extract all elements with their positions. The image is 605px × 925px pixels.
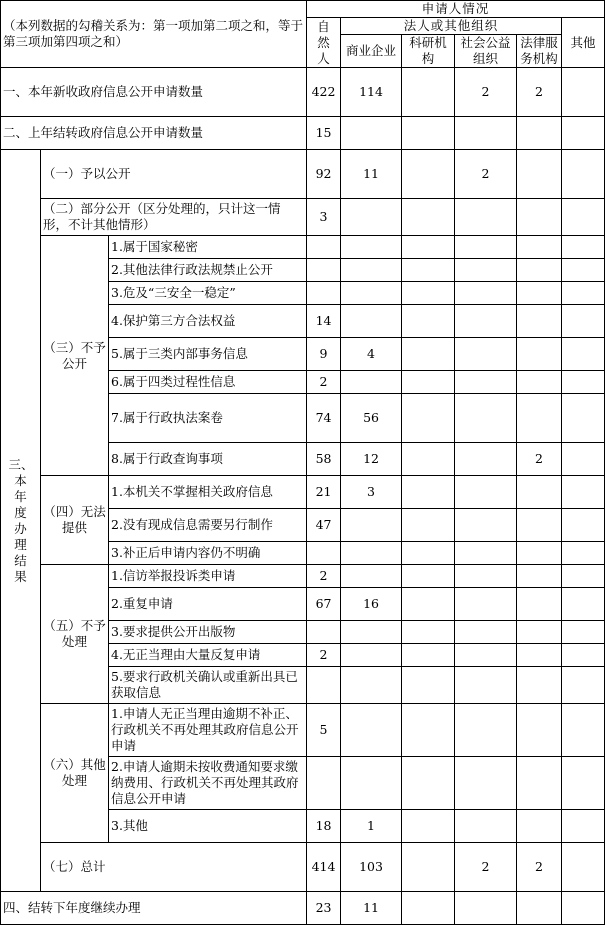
header-other: 其他 — [562, 18, 605, 68]
cell-other — [562, 509, 605, 542]
cell-legal-service-org — [517, 117, 562, 150]
cell-social-welfare-org — [455, 565, 517, 588]
cell-social-welfare-org — [455, 542, 517, 565]
cell-natural-person — [307, 236, 341, 259]
cell-commercial-enterprise — [341, 621, 402, 644]
cell-commercial-enterprise: 11 — [341, 150, 402, 199]
cell-other — [562, 305, 605, 338]
cell-other — [562, 810, 605, 843]
cell-research-institution — [402, 644, 455, 667]
cell-research-institution — [402, 843, 455, 892]
row-label: 2.其他法律行政法规禁止公开 — [109, 259, 307, 282]
cell-legal-service-org — [517, 305, 562, 338]
cell-social-welfare-org — [455, 199, 517, 236]
cell-commercial-enterprise — [341, 199, 402, 236]
cell-commercial-enterprise: 11 — [341, 892, 402, 925]
cell-legal-service-org: 2 — [517, 68, 562, 117]
row-label: 一、本年新收政府信息公开申请数量 — [1, 68, 307, 117]
cell-commercial-enterprise — [341, 644, 402, 667]
table-row — [1, 150, 605, 199]
cell-natural-person: 21 — [307, 476, 341, 509]
cell-other — [562, 588, 605, 621]
row-label: （一）予以公开 — [41, 150, 307, 199]
header-applicant-situation: 申请人情况 — [307, 1, 605, 18]
cell-commercial-enterprise: 114 — [341, 68, 402, 117]
row-label: 3.补正后申请内容仍不明确 — [109, 542, 307, 565]
cell-social-welfare-org — [455, 259, 517, 282]
header-natural-person — [307, 18, 341, 68]
cell-commercial-enterprise: 1 — [341, 810, 402, 843]
cell-legal-service-org — [517, 394, 562, 443]
cell-legal-service-org — [517, 588, 562, 621]
row-label: 7.属于行政执法案卷 — [109, 394, 307, 443]
section-label-annual-handling-result — [1, 150, 41, 892]
cell-research-institution — [402, 542, 455, 565]
cell-commercial-enterprise — [341, 704, 402, 757]
section-label-text: 三、本年度办理结果 — [8, 456, 34, 584]
row-label: 3.要求提供公开出版物 — [109, 621, 307, 644]
cell-natural-person: 3 — [307, 199, 341, 236]
cell-natural-person: 5 — [307, 704, 341, 757]
row-label: 2.申请人逾期未按收费通知要求缴纳费用、行政机关不再处理其政府信息公开申请 — [109, 757, 307, 810]
cell-legal-service-org — [517, 810, 562, 843]
cell-other — [562, 757, 605, 810]
cell-commercial-enterprise — [341, 236, 402, 259]
cell-legal-service-org — [517, 199, 562, 236]
cell-social-welfare-org: 2 — [455, 150, 517, 199]
cell-other — [562, 704, 605, 757]
cell-social-welfare-org — [455, 394, 517, 443]
cell-commercial-enterprise — [341, 305, 402, 338]
row-label: 二、上年结转政府信息公开申请数量 — [1, 117, 307, 150]
cell-legal-service-org — [517, 644, 562, 667]
cell-research-institution — [402, 667, 455, 704]
cell-social-welfare-org — [455, 371, 517, 394]
cell-legal-service-org — [517, 259, 562, 282]
row-label: 3.其他 — [109, 810, 307, 843]
cell-research-institution — [402, 443, 455, 476]
cell-other — [562, 338, 605, 371]
cell-research-institution — [402, 588, 455, 621]
row-label: 4.无正当理由大量反复申请 — [109, 644, 307, 667]
cell-natural-person: 74 — [307, 394, 341, 443]
cell-research-institution — [402, 810, 455, 843]
cell-legal-service-org — [517, 282, 562, 305]
cell-research-institution — [402, 150, 455, 199]
cell-other — [562, 150, 605, 199]
cell-research-institution — [402, 394, 455, 443]
cell-social-welfare-org — [455, 282, 517, 305]
cell-research-institution — [402, 236, 455, 259]
cell-social-welfare-org — [455, 509, 517, 542]
cell-commercial-enterprise — [341, 117, 402, 150]
cell-social-welfare-org — [455, 757, 517, 810]
cell-other — [562, 565, 605, 588]
cell-natural-person: 67 — [307, 588, 341, 621]
cell-social-welfare-org — [455, 621, 517, 644]
cell-research-institution — [402, 68, 455, 117]
table-row — [1, 117, 605, 150]
cell-natural-person: 2 — [307, 565, 341, 588]
cell-commercial-enterprise — [341, 282, 402, 305]
cell-social-welfare-org — [455, 892, 517, 925]
cell-legal-service-org — [517, 476, 562, 509]
cell-legal-service-org — [517, 542, 562, 565]
row-label: 1.属于国家秘密 — [109, 236, 307, 259]
cell-social-welfare-org — [455, 588, 517, 621]
table-row — [1, 68, 605, 117]
row-label: 2.没有现成信息需要另行制作 — [109, 509, 307, 542]
cell-social-welfare-org — [455, 644, 517, 667]
cell-other — [562, 843, 605, 892]
table-row — [1, 476, 605, 509]
cell-natural-person: 23 — [307, 892, 341, 925]
cell-research-institution — [402, 338, 455, 371]
cell-commercial-enterprise: 56 — [341, 394, 402, 443]
cell-legal-service-org — [517, 704, 562, 757]
cell-social-welfare-org: 2 — [455, 843, 517, 892]
row-label: 4.保护第三方合法权益 — [109, 305, 307, 338]
cell-commercial-enterprise — [341, 509, 402, 542]
cell-legal-service-org — [517, 236, 562, 259]
cell-natural-person: 422 — [307, 68, 341, 117]
cell-natural-person: 2 — [307, 371, 341, 394]
row-label: 5.要求行政机关确认或重新出具已获取信息 — [109, 667, 307, 704]
cell-natural-person: 414 — [307, 843, 341, 892]
cell-commercial-enterprise — [341, 565, 402, 588]
cell-social-welfare-org — [455, 236, 517, 259]
cell-other — [562, 259, 605, 282]
header-commercial-enterprise: 商业企业 — [341, 35, 402, 68]
cell-social-welfare-org — [455, 476, 517, 509]
table-row — [1, 199, 605, 236]
cell-research-institution — [402, 199, 455, 236]
cell-natural-person: 58 — [307, 443, 341, 476]
group-label-not-disclosed: （三）不予公开 — [41, 236, 109, 476]
table-row — [1, 704, 605, 757]
cell-commercial-enterprise: 12 — [341, 443, 402, 476]
row-label: 1.申请人无正当理由逾期不补正、行政机关不再处理其政府信息公开申请 — [109, 704, 307, 757]
cell-commercial-enterprise: 103 — [341, 843, 402, 892]
cell-natural-person — [307, 757, 341, 810]
cell-natural-person — [307, 542, 341, 565]
cell-other — [562, 667, 605, 704]
group-label-not-processed: （五）不予处理 — [41, 565, 109, 704]
cell-research-institution — [402, 757, 455, 810]
cell-research-institution — [402, 259, 455, 282]
cell-natural-person — [307, 259, 341, 282]
cell-other — [562, 371, 605, 394]
header-natural-person-label: 自然人 — [317, 18, 330, 66]
cell-other — [562, 282, 605, 305]
header-social-welfare-org: 社会公益组织 — [455, 35, 517, 68]
row-label: 1.本机关不掌握相关政府信息 — [109, 476, 307, 509]
cell-legal-service-org — [517, 621, 562, 644]
cell-other — [562, 394, 605, 443]
cell-other — [562, 476, 605, 509]
table-row — [1, 892, 605, 925]
row-label: 8.属于行政查询事项 — [109, 443, 307, 476]
cell-other — [562, 68, 605, 117]
cell-social-welfare-org — [455, 443, 517, 476]
cell-other — [562, 621, 605, 644]
cell-natural-person: 15 — [307, 117, 341, 150]
cell-research-institution — [402, 704, 455, 757]
cell-legal-service-org — [517, 150, 562, 199]
cell-social-welfare-org — [455, 338, 517, 371]
cell-commercial-enterprise: 3 — [341, 476, 402, 509]
row-label: 1.信访举报投诉类申请 — [109, 565, 307, 588]
cell-other — [562, 236, 605, 259]
cell-commercial-enterprise: 4 — [341, 338, 402, 371]
cell-social-welfare-org — [455, 810, 517, 843]
table-row — [1, 565, 605, 588]
cell-natural-person: 18 — [307, 810, 341, 843]
cell-other — [562, 199, 605, 236]
cell-commercial-enterprise: 16 — [341, 588, 402, 621]
row-label: 四、结转下年度继续办理 — [1, 892, 307, 925]
cell-commercial-enterprise — [341, 667, 402, 704]
row-label: 5.属于三类内部事务信息 — [109, 338, 307, 371]
cell-natural-person — [307, 667, 341, 704]
cell-commercial-enterprise — [341, 259, 402, 282]
group-label-unable-to-provide: （四）无法提供 — [41, 476, 109, 565]
cell-natural-person: 2 — [307, 644, 341, 667]
cell-research-institution — [402, 117, 455, 150]
cell-research-institution — [402, 565, 455, 588]
cell-research-institution — [402, 305, 455, 338]
cell-natural-person: 92 — [307, 150, 341, 199]
cell-other — [562, 644, 605, 667]
cell-other — [562, 542, 605, 565]
cell-commercial-enterprise — [341, 371, 402, 394]
cell-legal-service-org — [517, 757, 562, 810]
group-label-other-handling: （六）其他处理 — [41, 704, 109, 843]
cell-social-welfare-org — [455, 667, 517, 704]
table-row — [1, 236, 605, 259]
cell-research-institution — [402, 509, 455, 542]
cell-natural-person: 47 — [307, 509, 341, 542]
note-cell: （本列数据的勾稽关系为：第一项加第二项之和，等于第三项加第四项之和） — [1, 1, 307, 68]
cell-legal-service-org: 2 — [517, 443, 562, 476]
cell-natural-person: 9 — [307, 338, 341, 371]
row-label: 6.属于四类过程性信息 — [109, 371, 307, 394]
cell-natural-person — [307, 621, 341, 644]
cell-legal-service-org — [517, 892, 562, 925]
cell-legal-service-org: 2 — [517, 843, 562, 892]
table-row — [1, 843, 605, 892]
cell-research-institution — [402, 371, 455, 394]
row-label: （二）部分公开（区分处理的，只计这一情形，不计其他情形） — [41, 199, 307, 236]
header-legal-service-org: 法律服务机构 — [517, 35, 562, 68]
cell-social-welfare-org — [455, 305, 517, 338]
cell-legal-service-org — [517, 338, 562, 371]
cell-commercial-enterprise — [341, 757, 402, 810]
cell-natural-person: 14 — [307, 305, 341, 338]
cell-legal-service-org — [517, 565, 562, 588]
header-research-institution: 科研机构 — [402, 35, 455, 68]
row-label: 3.危及“三安全一稳定” — [109, 282, 307, 305]
cell-research-institution — [402, 892, 455, 925]
cell-commercial-enterprise — [341, 542, 402, 565]
cell-legal-service-org — [517, 667, 562, 704]
header-row-1 — [1, 1, 605, 18]
cell-research-institution — [402, 621, 455, 644]
cell-natural-person — [307, 282, 341, 305]
cell-social-welfare-org — [455, 117, 517, 150]
header-legal-or-other-org: 法人或其他组织 — [341, 18, 562, 35]
cell-legal-service-org — [517, 509, 562, 542]
cell-social-welfare-org: 2 — [455, 68, 517, 117]
cell-other — [562, 443, 605, 476]
cell-research-institution — [402, 476, 455, 509]
cell-other — [562, 117, 605, 150]
cell-social-welfare-org — [455, 704, 517, 757]
row-label: 2.重复申请 — [109, 588, 307, 621]
cell-research-institution — [402, 282, 455, 305]
row-label: （七）总计 — [41, 843, 307, 892]
cell-legal-service-org — [517, 371, 562, 394]
cell-other — [562, 892, 605, 925]
